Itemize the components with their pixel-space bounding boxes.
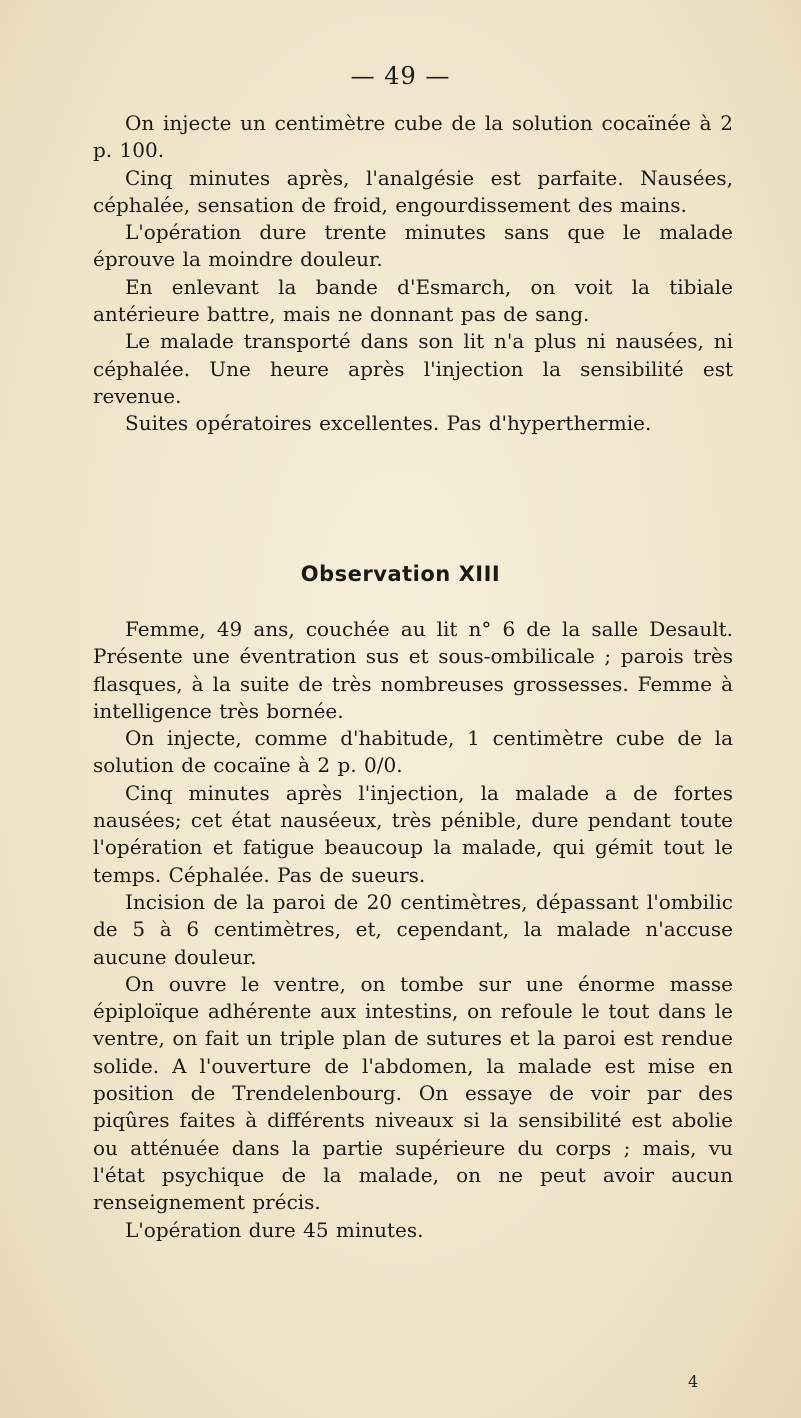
section-1-text (93, 110, 733, 438)
paragraph: On ouvre le ventre, on tombe sur une énorme masse épiploïque adhérente aux intestins, on refoule le tout dans le ventre, on fait un triple plan de sutures et la paroi est rendue solide. A l'ouverture de l'abdomen, la malade est mise en position de Trendelenbourg. On essaye de voir par des piqûres faites à différents niveaux si la sensibilité est abolie ou atténuée dans la partie supérieure du corps ; mais, vu l'état psychique de la malade, on ne peut avoir aucun renseignement précis. (93, 971, 733, 1215)
paragraph: L'opération dure 45 minutes. (125, 1217, 424, 1242)
observation-text (93, 616, 733, 1244)
signature-mark: 4 (688, 1372, 699, 1391)
page-number: — 49 — (350, 62, 451, 90)
paragraph: Cinq minutes après l'injection, la malade a de fortes nausées; cet état nauséeux, très pénible, dure pendant toute l'opération et fatigue beaucoup la malade, qui gémit tout le temps. Céphalée. Pas de sueurs. (93, 780, 733, 887)
paragraph: On injecte un centimètre cube de la solution cocaïnée à 2 p. 100. (93, 111, 733, 163)
paragraph: L'opération dure trente minutes sans que le malade éprouve la moindre douleur. (93, 220, 733, 272)
paragraph: Femme, 49 ans, couchée au lit n° 6 de la salle Desault. Présente une éventration sus et sous-ombilicale ; parois très flasques, à la suite de très nombreuses grossesses. Femme à intelligence très bornée. (93, 617, 733, 723)
paragraph: On injecte, comme d'habitude, 1 centimètre cube de la solution de cocaïne à 2 p. 0/0. (93, 726, 733, 778)
paragraph: Incision de la paroi de 20 centimètres, dépassant l'ombilic de 5 à 6 centimètres, et, cependant, la malade n'accuse aucune douleur. (93, 889, 733, 969)
paragraph: Suites opératoires excellentes. Pas d'hyperthermie. (125, 411, 652, 436)
paragraph: Le malade transporté dans son lit n'a plus ni nausées, ni céphalée. Une heure après l'injection la sensibilité est revenue. (93, 329, 733, 408)
paragraph: En enlevant la bande d'Esmarch, on voit la tibiale antérieure battre, mais ne donnant pas de sang. (93, 274, 733, 327)
observation-title: Observation XIII (300, 562, 501, 586)
paragraph: Cinq minutes après, l'analgésie est parfaite. Nausées, céphalée, sensation de froid, engourdissement des mains. (93, 165, 733, 217)
